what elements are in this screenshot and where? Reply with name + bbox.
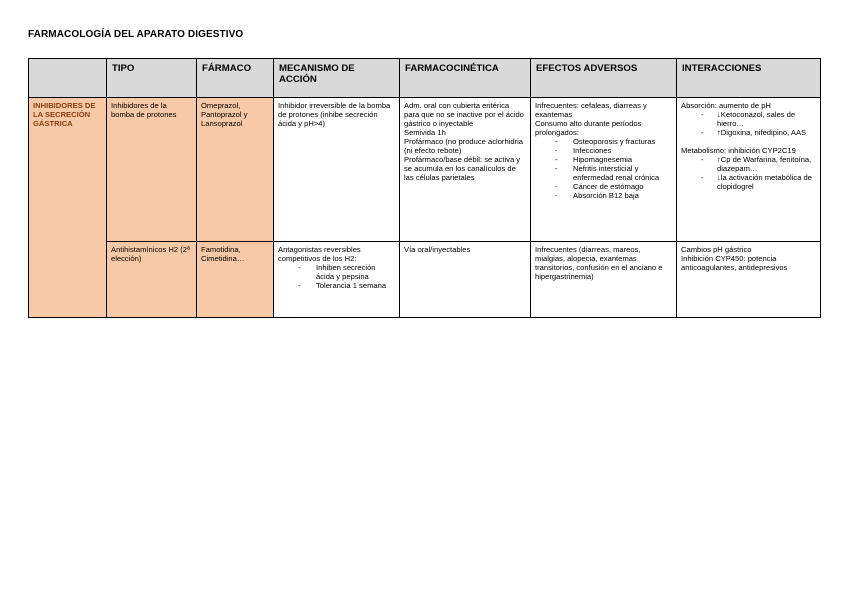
list-item: - Absorción B12 baja <box>545 191 672 200</box>
list-item: - Cáncer de estómago <box>545 182 672 191</box>
document-title: FARMACOLOGÍA DEL APARATO DIGESTIVO <box>28 29 244 40</box>
tipo-cell: Antihistamínicos H2 (2ª elección) <box>107 242 197 318</box>
header-blank <box>29 59 107 98</box>
efectos-cell <box>531 98 677 242</box>
table-row <box>29 242 821 318</box>
farmacocinetica-cell <box>400 98 531 242</box>
list-item: - ↓la activación metabólica de clopidogrel <box>691 173 816 191</box>
list-item: - Hipomagnesemia <box>545 155 672 164</box>
mecanismo-list <box>278 263 395 290</box>
tipo-cell: Inhibidores de la bomba de protones <box>107 98 197 242</box>
pk-line: Adm. oral con cubierta entérica para que no se inactive por el ácido gástrico o inyectable <box>404 101 524 128</box>
mecanismo-cell: Inhibidor irreversible de la bomba de protones (inhibe secreción ácida y pH>4) <box>274 98 400 242</box>
inter-metabolismo-list <box>681 155 816 191</box>
header-interacciones: INTERACCIONES <box>677 59 821 98</box>
pharmacology-table <box>28 58 821 318</box>
inter-line: Cambios pH gástrico <box>681 245 752 254</box>
farmaco-cell: Famotidina, Cimetidina… <box>197 242 274 318</box>
pk-line: Semivida 1h <box>404 128 446 137</box>
mecanismo-cell <box>274 242 400 318</box>
header-mecanismo: MECANISMO DE ACCIÓN <box>274 59 400 98</box>
category-cell: INHIBIDORES DE LA SECRECIÓN GÁSTRICA <box>29 98 107 318</box>
header-row <box>29 59 821 98</box>
spacer <box>681 137 816 146</box>
interacciones-cell <box>677 98 821 242</box>
list-item: - Nefritis intersticial y enfermedad renal crónica <box>545 164 672 182</box>
list-item: - Tolerancia 1 semana <box>288 281 395 290</box>
list-item: - Osteoporosis y fracturas <box>545 137 672 146</box>
inter-absorcion-list <box>681 110 816 137</box>
list-item: - ↑Cp de Warfarina, fenitoína, diazepam… <box>691 155 816 173</box>
mecanismo-intro: Antagonistas reversibles competitivos de los H2: <box>278 245 361 263</box>
list-item: - Infecciones <box>545 146 672 155</box>
farmacocinetica-cell: Vía oral/inyectables <box>400 242 531 318</box>
inter-metabolismo: Metabolismo: inhibición CYP2C19 <box>681 146 796 155</box>
pk-line: Profármaco (no produce aclorhidria (ni efecto rebote) <box>404 137 524 155</box>
inter-absorcion: Absorción: aumento de pH <box>681 101 771 110</box>
efectos-cell: Infrecuentes (diarreas, mareos, mialgias, alopecia, exantemas transitorios, confusión en el anciano e hipergastrinemia) <box>531 242 677 318</box>
header-efectos: EFECTOS ADVERSOS <box>531 59 677 98</box>
inter-line: Inhibición CYP450: potencia anticoagulantes, antidepresivos <box>681 254 788 272</box>
list-item: - Inhiben secreción ácida y pepsina <box>288 263 395 281</box>
header-farmaco: FÁRMACO <box>197 59 274 98</box>
efectos-list <box>535 137 672 200</box>
header-farmacocinetica: FARMACOCINÉTICA <box>400 59 531 98</box>
list-item: - ↓Ketoconazol, sales de hierro… <box>691 110 816 128</box>
header-tipo: TIPO <box>107 59 197 98</box>
table-row <box>29 98 821 242</box>
pk-line: Profármaco/base débil: se activa y se acumula en los canalículos de las células parietales <box>404 155 521 182</box>
farmaco-cell: Omeprazol, Pantoprazol y Lansoprazol <box>197 98 274 242</box>
efectos-intro: Infrecuentes: cefaleas, diarreas y exantemas <box>535 101 647 119</box>
list-item: - ↑Digoxina, nifedipino, AAS <box>691 128 816 137</box>
interacciones-cell <box>677 242 821 318</box>
efectos-intro: Consumo alto durante períodos prolongados: <box>535 119 642 137</box>
